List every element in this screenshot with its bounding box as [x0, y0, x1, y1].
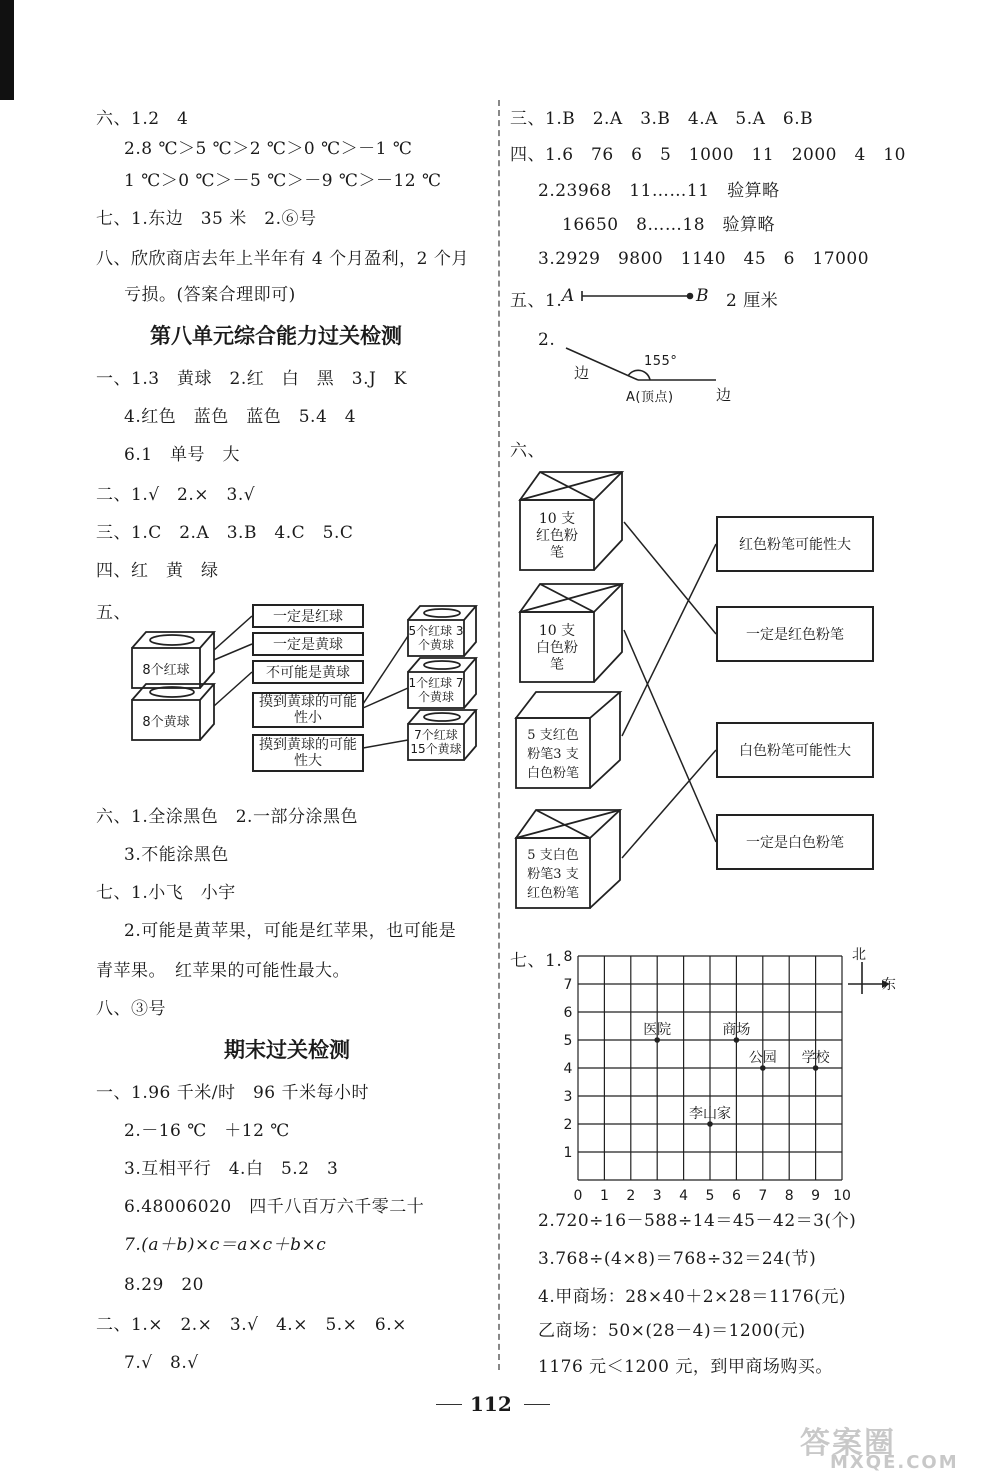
- angle-side-label: 边: [716, 386, 732, 404]
- answer-line: 7.√ 8.√: [124, 1353, 199, 1373]
- compass-east-label: 东: [882, 977, 897, 993]
- section-title: 第八单元综合能力过关检测: [150, 324, 402, 348]
- place-label: 李山家: [689, 1106, 731, 1122]
- answer-line: 4.甲商场：28×40＋2×28＝1176(元): [538, 1287, 846, 1307]
- place-label: 医院: [643, 1022, 672, 1038]
- answer-line: 2.8 ℃＞5 ℃＞2 ℃＞0 ℃＞－1 ℃: [124, 139, 413, 159]
- possibility-box: 一定是红色粉笔: [716, 606, 874, 662]
- y-tick-label: 4: [563, 1061, 573, 1077]
- x-tick-label: 5: [705, 1188, 715, 1204]
- answer-line: 乙商场：50×(28－4)＝1200(元): [538, 1321, 806, 1341]
- answer-line: 2.可能是黄苹果，可能是红苹果，也可能是: [124, 921, 457, 941]
- answer-line: 六、1.2 4: [96, 109, 189, 129]
- answer-line: 3.2929 9800 1140 45 6 17000: [538, 249, 870, 269]
- place-label: 学校: [801, 1050, 830, 1066]
- place-label: 公园: [748, 1050, 777, 1066]
- compass-north-label: 北: [852, 947, 867, 963]
- place-point: [813, 1065, 819, 1071]
- x-tick-label: 2: [626, 1188, 636, 1204]
- statement-box: 不可能是黄球: [252, 660, 364, 684]
- answer-line: 6.1 单号 大: [124, 445, 241, 465]
- answer-line: 四、红 黄 绿: [96, 561, 219, 581]
- answer-line: 1176 元＜1200 元，到甲商场购买。: [538, 1357, 833, 1377]
- answer-line: 8.29 20: [124, 1275, 204, 1295]
- answer-line: 三、1.C 2.A 3.B 4.C 5.C: [96, 523, 354, 543]
- answer-line: 六、1.全涂黑色 2.一部分涂黑色: [96, 807, 358, 827]
- page-number-dash: [436, 1404, 462, 1405]
- watermark-logo: 答案圈: [800, 1426, 896, 1461]
- answer-line: 4.红色 蓝色 蓝色 5.4 4: [124, 407, 357, 427]
- y-tick-label: 2: [563, 1117, 573, 1133]
- y-tick-label: 7: [563, 977, 573, 993]
- answer-line: 六、: [510, 441, 545, 461]
- angle-degree-label: 155°: [644, 354, 678, 369]
- answer-line: 七、1.小飞 小宇: [96, 883, 236, 903]
- answer-line: 七、1.: [510, 951, 563, 971]
- x-tick-label: 1: [599, 1188, 609, 1204]
- x-tick-label: 6: [731, 1188, 741, 1204]
- x-tick-label: 10: [833, 1188, 851, 1204]
- page-number: 112: [470, 1392, 512, 1416]
- chalk-box-label: 5 支红色粉笔3 支白色粉笔: [526, 727, 579, 781]
- answer-line: 五、1.: [510, 291, 563, 311]
- answer-line: 二、1.√ 2.× 3.√: [96, 485, 256, 505]
- x-tick-label: 9: [811, 1188, 821, 1204]
- place-point: [734, 1037, 740, 1043]
- answer-line: 一、1.96 千米/时 96 千米每小时: [96, 1083, 370, 1103]
- angle-side-label: 边: [574, 364, 590, 382]
- watermark-url: MXQE.COM: [830, 1452, 959, 1473]
- answer-line: 一、1.3 黄球 2.红 白 黑 3.J K: [96, 369, 407, 389]
- place-point: [654, 1037, 660, 1043]
- answer-line: 青苹果。 红苹果的可能性最大。: [96, 961, 350, 981]
- answer-line: 16650 8……18 验算略: [562, 215, 776, 235]
- x-tick-label: 0: [573, 1188, 583, 1204]
- place-point: [707, 1121, 713, 1127]
- answer-line: 1 ℃＞0 ℃＞－5 ℃＞－9 ℃＞－12 ℃: [124, 171, 442, 191]
- y-tick-label: 5: [563, 1033, 573, 1049]
- answer-line: 2.720÷16－588÷14＝45－42＝3(个): [538, 1211, 857, 1231]
- box-label: 8个黄球: [142, 714, 190, 730]
- answer-line: 3.不能涂黑色: [124, 845, 229, 865]
- point-a-label: A: [562, 286, 575, 306]
- possibility-box: 一定是白色粉笔: [716, 814, 874, 870]
- answer-line: 3.互相平行 4.白 5.2 3: [124, 1159, 339, 1179]
- section-title: 期末过关检测: [224, 1038, 350, 1062]
- x-tick-label: 3: [652, 1188, 662, 1204]
- chalk-box-label: 10 支白色粉笔: [536, 622, 578, 673]
- answer-line: 二、1.× 2.× 3.√ 4.× 5.× 6.×: [96, 1315, 407, 1335]
- answer-line: 四、1.6 76 6 5 1000 11 2000 4 10: [510, 145, 906, 165]
- place-point: [760, 1065, 766, 1071]
- x-tick-label: 4: [679, 1188, 689, 1204]
- point-b-label: B: [696, 286, 709, 306]
- answer-line: 七、1.东边 35 米 2.⑥号: [96, 209, 317, 229]
- box-label: 7个红球 15个黄球: [410, 728, 462, 756]
- answer-line: 2.－16 ℃ ＋12 ℃: [124, 1121, 290, 1141]
- chalk-box-label: 10 支红色粉笔: [536, 510, 578, 561]
- answer-line: 亏损。(答案合理即可): [124, 285, 296, 305]
- box-label: 1个红球 7个黄球: [408, 676, 464, 704]
- vertex-label: A(顶点): [626, 390, 674, 405]
- answer-line: 2.23968 11……11 验算略: [538, 181, 780, 201]
- answer-line: 7.(a＋b)×c＝a×c＋b×c: [124, 1235, 327, 1255]
- box-label: 8个红球: [142, 662, 190, 678]
- y-tick-label: 6: [563, 1005, 573, 1021]
- answer-line: 6.48006020 四千八百万六千零二十: [124, 1197, 425, 1217]
- statement-box: 一定是红球: [252, 604, 364, 628]
- statement-box: 一定是黄球: [252, 632, 364, 656]
- answer-line: 五、: [96, 603, 131, 623]
- answer-line: 八、③号: [96, 999, 166, 1019]
- segment-length: 2 厘米: [726, 291, 779, 311]
- statement-box: 摸到黄球的可能性小: [252, 692, 364, 728]
- page-number-dash: [524, 1404, 550, 1405]
- answer-line: 八、欣欣商店去年上半年有 4 个月盈利，2 个月: [96, 249, 469, 269]
- statement-box: 摸到黄球的可能性大: [252, 734, 364, 772]
- answer-line: 三、1.B 2.A 3.B 4.A 5.A 6.B: [510, 109, 814, 129]
- answer-line: 2.: [538, 330, 556, 350]
- possibility-box: 红色粉笔可能性大: [716, 516, 874, 572]
- x-tick-label: 7: [758, 1188, 768, 1204]
- answer-line: 3.768÷(4×8)＝768÷32＝24(节): [538, 1249, 817, 1269]
- x-tick-label: 8: [784, 1188, 794, 1204]
- chalk-box-label: 5 支白色粉笔3 支红色粉笔: [526, 847, 579, 901]
- y-tick-label: 3: [563, 1089, 573, 1105]
- box-label: 5个红球 3个黄球: [408, 624, 464, 652]
- y-tick-label: 1: [563, 1145, 573, 1161]
- place-label: 商场: [722, 1022, 751, 1038]
- possibility-box: 白色粉笔可能性大: [716, 722, 874, 778]
- y-tick-label: 8: [563, 949, 573, 965]
